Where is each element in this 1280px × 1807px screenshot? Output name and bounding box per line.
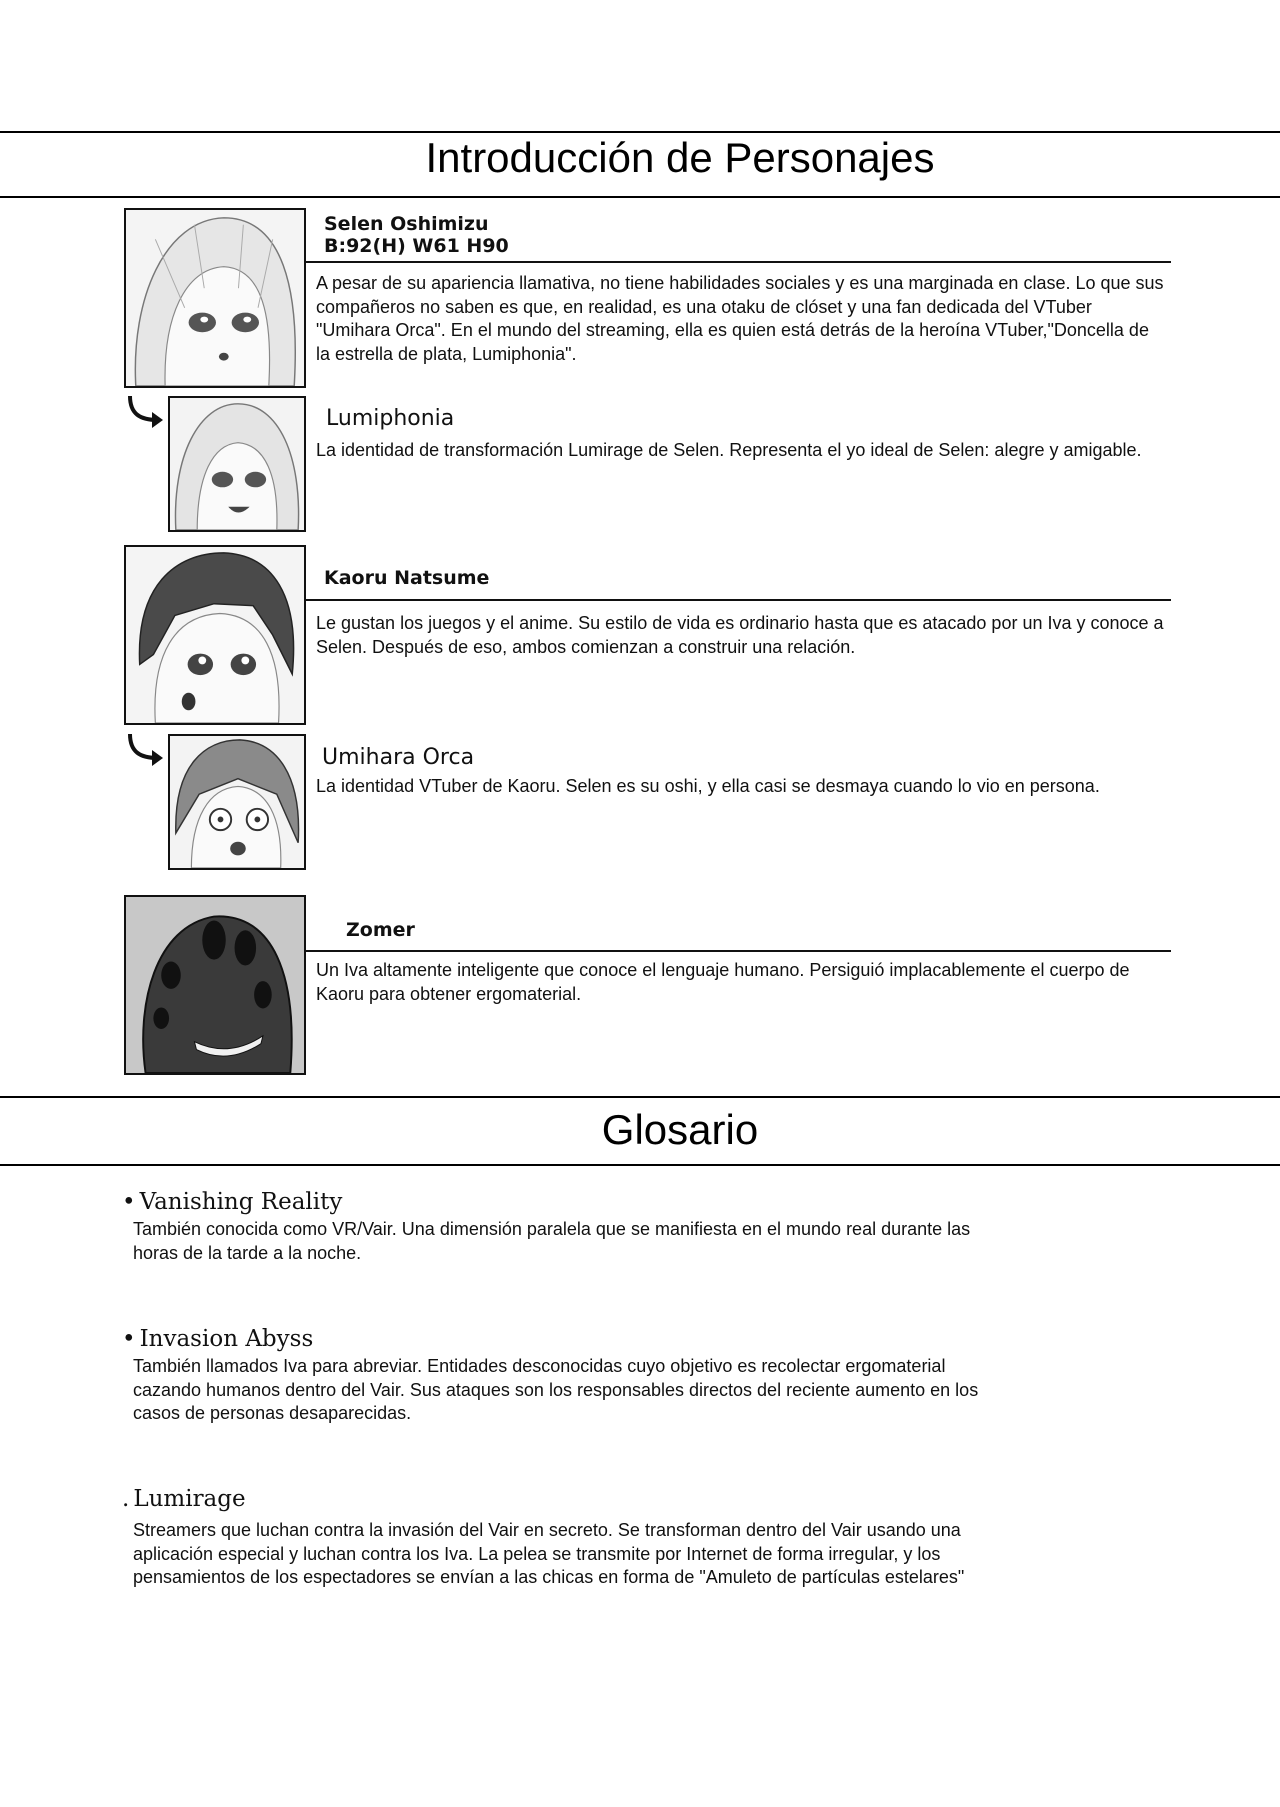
character-stats-selen: B:92(H) W61 H90: [324, 235, 509, 257]
glossary-description-lumirage: Streamers que luchan contra la invasión del Vair en secreto. Se transforman dentro del Vair usando una aplicación especial y luchan contra los Iva. La pelea se transmite por Internet de forma irregular, y los pensamientos de los espectadores se envían a las chicas en forma de "Amuleto de partículas estelares": [133, 1520, 965, 1587]
character-rule-zomer: [306, 950, 1171, 952]
character-description-zomer: Un Iva altamente inteligente que conoce el lenguaje humano. Persiguió implacablemente el cuerpo de Kaoru para obtener ergomaterial.: [316, 960, 1130, 1004]
character-name-umihara-orca: Umihara Orca: [322, 745, 475, 770]
transform-arrow-icon: [126, 732, 166, 768]
character-name-selen: Selen Oshimizu: [324, 213, 489, 235]
portrait-lumiphonia: [168, 396, 306, 532]
glossary-term-label: Invasion Abyss: [139, 1326, 314, 1352]
portrait-selen: [124, 208, 306, 388]
glossary-term-label: Vanishing Reality: [139, 1189, 343, 1215]
glossary-term-label: Lumirage: [133, 1486, 246, 1512]
glossary-bullet: •: [122, 1189, 136, 1215]
portrait-umihara-orca-art: [170, 736, 304, 868]
character-rule-selen: [306, 261, 1171, 263]
character-description-kaoru: Le gustan los juegos y el anime. Su estilo de vida es ordinario hasta que es atacado por un Iva y conoce a Selen. Después de eso, ambos comienzan a construir una relación.: [316, 613, 1164, 657]
glossary-term-invasion-abyss: [122, 1326, 313, 1352]
character-name-zomer: Zomer: [346, 919, 415, 941]
portrait-kaoru-art: [126, 547, 304, 723]
character-description-umihara-orca: La identidad VTuber de Kaoru. Selen es su oshi, y ella casi se desmaya cuando lo vio en persona.: [316, 776, 1100, 796]
portrait-zomer: [124, 895, 306, 1075]
portrait-kaoru: [124, 545, 306, 725]
section-title-glossary: Glosario: [601, 1106, 759, 1153]
glossary-bullet: .: [122, 1486, 130, 1512]
transform-arrow-icon: [126, 394, 166, 430]
section-title-characters: Introducción de Personajes: [425, 134, 935, 181]
portrait-lumiphonia-art: [170, 398, 304, 530]
character-rule-kaoru: [306, 599, 1171, 601]
glossary-description-vanishing-reality: También conocida como VR/Vair. Una dimensión paralela que se manifiesta en el mundo real durante las horas de la tarde a la noche.: [133, 1219, 971, 1263]
character-description-lumiphonia: La identidad de transformación Lumirage de Selen. Representa el yo ideal de Selen: alegre y amigable.: [316, 440, 1142, 460]
character-name-lumiphonia: Lumiphonia: [326, 406, 455, 431]
character-name-kaoru: Kaoru Natsume: [324, 567, 490, 589]
character-description-selen: A pesar de su apariencia llamativa, no tiene habilidades sociales y es una marginada en clase. Lo que sus compañeros no saben es que, en realidad, es una otaku de clóset y una fan dedicada del VTuber "Umihara Orca". En el mundo del streaming, ella es quien está detrás de la heroína VTuber,"Doncella de la estrella de plata, Lumiphonia".: [316, 273, 1164, 364]
glossary-term-vanishing-reality: [122, 1189, 342, 1215]
glossary-bullet: •: [122, 1326, 136, 1352]
glossary-description-invasion-abyss: También llamados Iva para abreviar. Entidades desconocidas cuyo objetivo es recolectar ergomaterial cazando humanos dentro del Vair. Sus ataques son los responsables directos del reciente aumento en los casos de personas desaparecidas.: [133, 1356, 979, 1423]
portrait-zomer-art: [126, 897, 304, 1073]
portrait-selen-art: [126, 210, 304, 386]
glossary-term-lumirage: [122, 1486, 246, 1512]
portrait-umihara-orca: [168, 734, 306, 870]
